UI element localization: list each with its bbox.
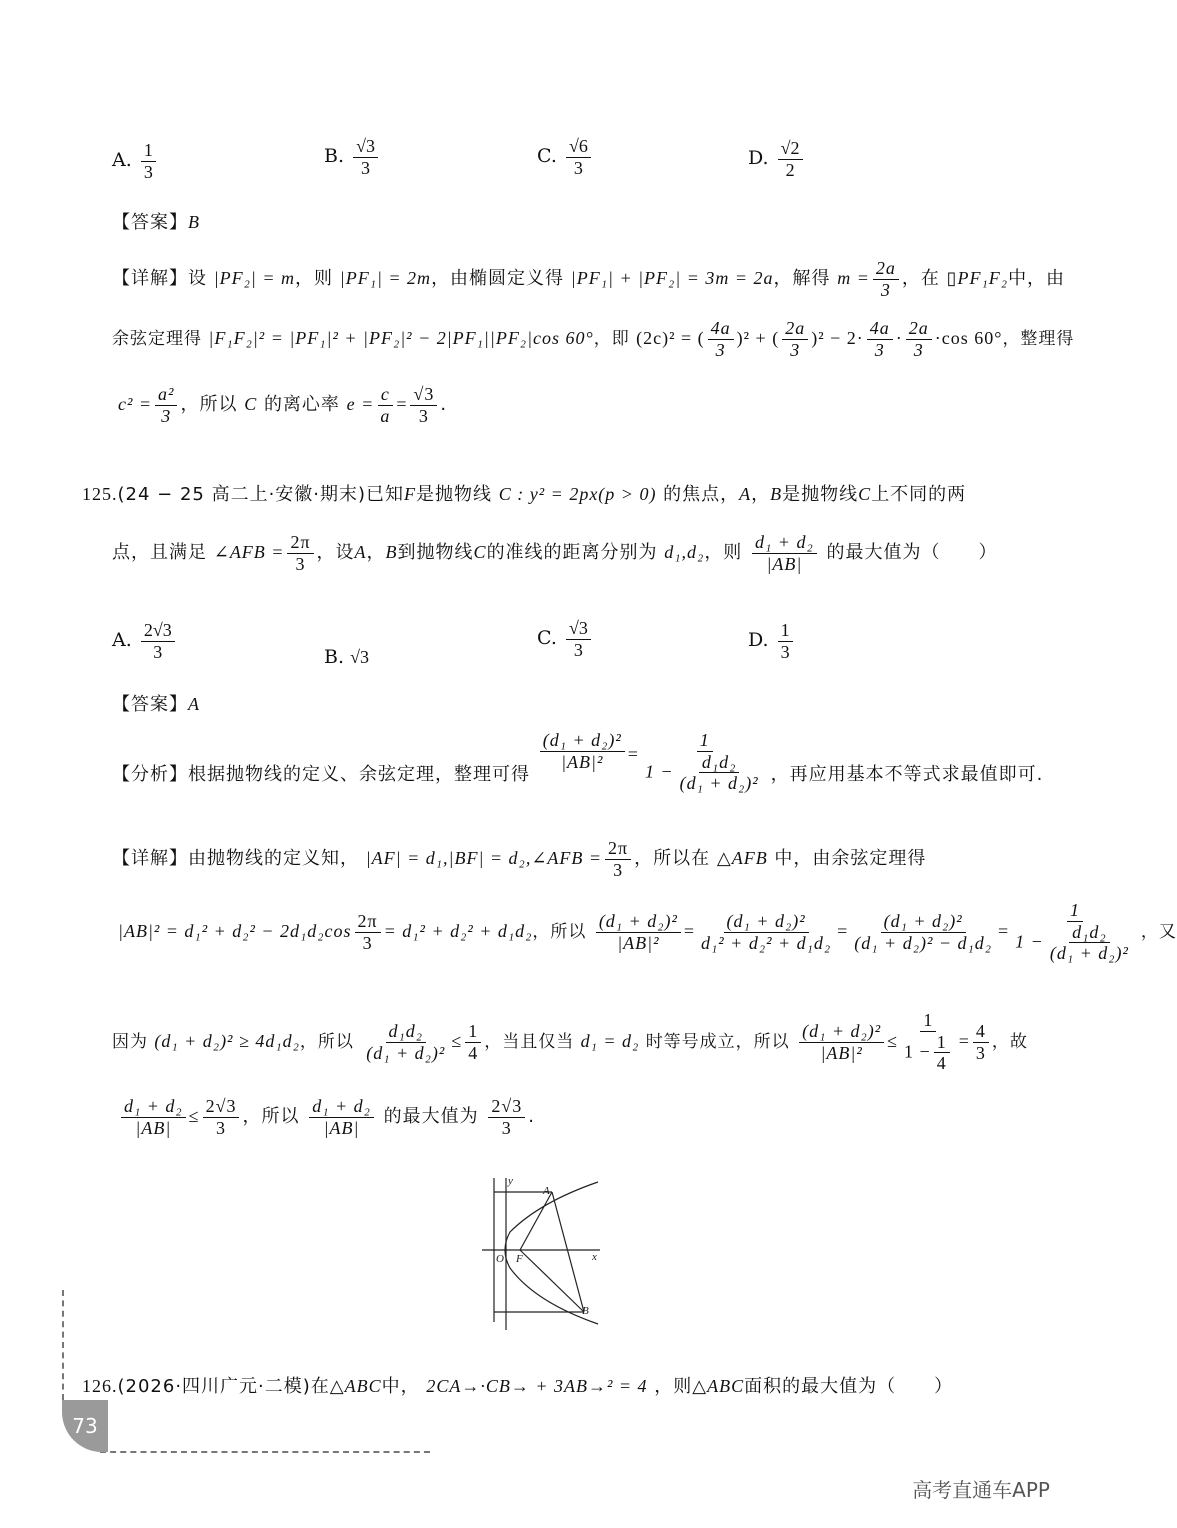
q125-detail-line1: 【详解】由抛物线的定义知， |AF| = d₁,|BF| = d₂,∠AFB = $\frac{2\pi}{3}$ ，所以在 △AFB 中，由余弦定理得: [112, 838, 927, 880]
q125-option-a: A. $\frac{2√3}{3}$: [112, 620, 178, 662]
label-f: F: [516, 1253, 523, 1265]
page-number: 73: [62, 1400, 108, 1452]
q125-answer: 【答案】A: [112, 694, 200, 715]
label-a: A: [543, 1185, 550, 1197]
q125-detail-line4: $\frac{\text{d₁ + d₂}}{|AB|}$ ≤ $\frac{2√3}{3}$ ，所以 $\frac{\text{d₁ + d₂}}{|AB|}$ 的最大值为 $\frac{2√3}{3}$ .: [118, 1096, 535, 1138]
q125-option-d: D. $\frac{1}{3}$: [748, 620, 796, 662]
q125-option-b: B. √3: [324, 646, 369, 668]
label-x: x: [592, 1251, 597, 1263]
label-y: y: [508, 1175, 513, 1187]
q125-stem-line2: 点，且满足 ∠AFB = $\frac{2\pi}{3}$ ，设A，B到抛物线C的准线的距离分别为 d₁,d₂，则 $\frac{\text{d₁ + d₂}}{|AB|}$ 的最大值为（ ）: [112, 532, 998, 574]
q124-option-b: B. $\frac{√3}{3}$: [324, 136, 381, 178]
q124-option-c: C. $\frac{√6}{3}$: [537, 136, 594, 178]
watermark: 高考直通车APP: [912, 1478, 1050, 1502]
q125-analysis: 【分析】根据抛物线的定义、余弦定理，整理可得 $\frac{\text{(d₁ + d₂)²}}{\text{|AB|²}}$ = 1 1 − $\frac{\text{d₁d₂}}{\text{(d₁ + d₂)²}}$ ，再应用基本不等式求最值即可.: [112, 730, 1044, 794]
q125-detail-line3: 因为 (d₁ + d₂)² ≥ 4d₁d₂，所以 $\frac{\text{d₁d₂}}{\text{(d₁ + d₂)²}}$ ≤ $\frac{1}{4}$ ，当且仅当 d₁ = d₂ 时等号成立，所以 $\frac{\text{(d₁ + d₂)²}}{\text{|AB|²}}$ ≤ 1 1 − $\frac{1}{4}$ = $\frac{4}{3}$ ，故: [112, 1010, 1028, 1074]
q124-option-d: D. $\frac{√2}{2}$: [748, 138, 806, 180]
q125-option-c: C. $\frac{√3}{3}$: [537, 618, 594, 660]
page-margin-dash-vertical: [62, 1290, 64, 1400]
segment-fa: [520, 1192, 552, 1250]
q124-option-a: A. $\frac{1}{3}$: [112, 140, 159, 182]
q125-parabola-figure: [480, 1172, 610, 1332]
q125-stem-line1: 125.(24 − 25 高二上·安徽·期末)已知F是抛物线 C : y² = 2px(p > 0) 的焦点，A，B是抛物线C上不同的两: [82, 484, 967, 505]
q126-stem: 126.(2026·四川广元·二模)在△ABC中， 2CA→·CB→ + 3AB→² = 4 ，则△ABC面积的最大值为（ ）: [82, 1376, 954, 1397]
q124-detail-line1: 【详解】设 |PF₂| = m，则 |PF₁| = 2m，由椭圆定义得 |PF₁| + |PF₂| = 3m = 2a，解得 m = $\frac{2a}{3}$ ，在 ▯PF₁F₂中，由: [112, 258, 1066, 300]
q124-answer: 【答案】B: [112, 212, 200, 233]
segment-ab: [552, 1192, 584, 1312]
page-margin-dash-horizontal: [100, 1451, 430, 1453]
segment-fb: [520, 1250, 584, 1312]
label-o: O: [496, 1253, 504, 1265]
label-b: B: [582, 1305, 589, 1317]
q124-detail-line2: 余弦定理得 |F₁F₂|² = |PF₁|² + |PF₂|² − 2|PF₁||PF₂|cos 60°，即 (2c)² = ( $\frac{4a}{3}$ )² + ( $\frac{2a}{3}$ )² − 2· $\frac{4a}{3}$ · $\frac{2a}{3}$ ·cos 60°，整理得: [112, 318, 1075, 360]
q125-detail-line2: |AB|² = d₁² + d₂² − 2d₁d₂cos $\frac{2\pi}{3}$ = d₁² + d₂² + d₁d₂，所以 $\frac{\text{(d₁ + d₂)²}}{\text{|AB|²}}$ = $\frac{\text{(d₁ + d₂)²}}{\text{d₁² + d₂² + d₁d₂}}$ = $\frac{\text{(d₁ + d₂)²}}{\text{(d₁ + d₂)² − d₁d₂}}$ = 1 1 − $\frac{\text{d₁d₂}}{\text{(d₁ + d₂)²}}$ ，又: [118, 900, 1177, 964]
q124-detail-line3: c² = $\frac{\text{a²}}{3}$ ，所以 C 的离心率 e = $\frac{c}{a}$ = $\frac{√3}{3}$ .: [118, 384, 448, 426]
